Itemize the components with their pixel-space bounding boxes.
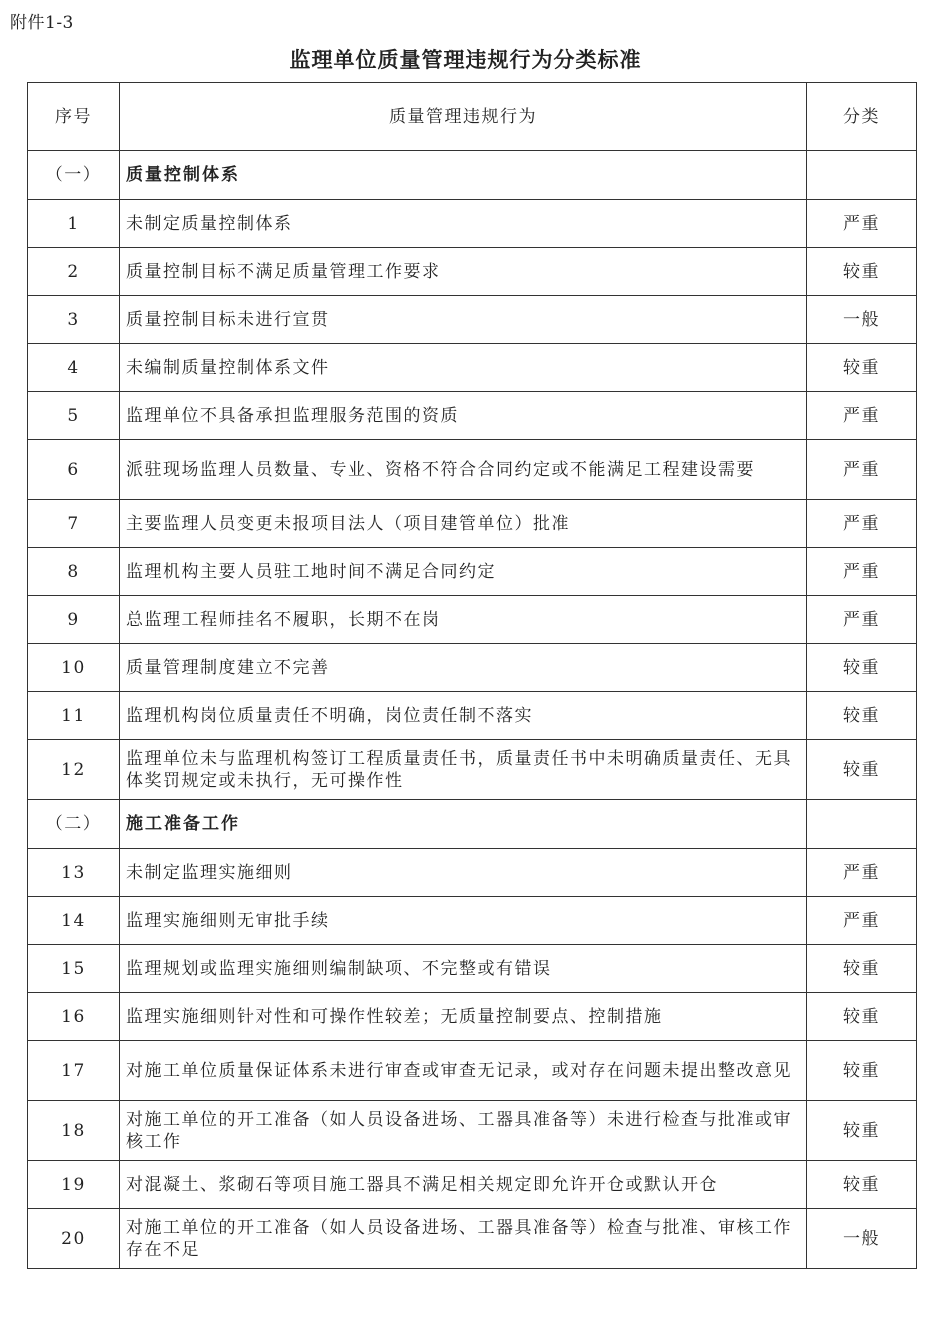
row-category: 严重: [807, 897, 917, 945]
section-label: （二）: [28, 800, 120, 849]
row-category: 严重: [807, 596, 917, 644]
document-title: 监理单位质量管理违规行为分类标准: [289, 48, 642, 72]
header-behavior: 质量管理违规行为: [120, 83, 807, 151]
row-behavior-text: 监理单位未与监理机构签订工程质量责任书，质量责任书中未明确质量责任、无具体奖罚规定或未执行，无可操作性: [120, 740, 807, 800]
row-category: 较重: [807, 993, 917, 1041]
row-category: 严重: [807, 500, 917, 548]
row-behavior-text: 未编制质量控制体系文件: [120, 344, 807, 392]
row-number: 16: [28, 993, 120, 1041]
row-behavior-text: 监理单位不具备承担监理服务范围的资质: [120, 392, 807, 440]
row-number: 3: [28, 296, 120, 344]
row-number: 12: [28, 740, 120, 800]
row-category: 严重: [807, 392, 917, 440]
table-row: [28, 1161, 917, 1209]
row-category: 一般: [807, 1209, 917, 1269]
row-behavior-text: 对混凝土、浆砌石等项目施工器具不满足相关规定即允许开仓或默认开仓: [120, 1161, 807, 1209]
classification-table: [27, 82, 917, 1269]
row-behavior-text: 质量控制目标未进行宣贯: [120, 296, 807, 344]
table-row: [28, 548, 917, 596]
row-category: 较重: [807, 692, 917, 740]
row-behavior-text: 监理实施细则针对性和可操作性较差；无质量控制要点、控制措施: [120, 993, 807, 1041]
row-behavior-text: 总监理工程师挂名不履职，长期不在岗: [120, 596, 807, 644]
row-number: 9: [28, 596, 120, 644]
row-category: 较重: [807, 248, 917, 296]
table-row: [28, 1041, 917, 1101]
table-row: [28, 945, 917, 993]
table-row: [28, 500, 917, 548]
row-category: 较重: [807, 644, 917, 692]
row-behavior-text: 未制定质量控制体系: [120, 200, 807, 248]
table-row: [28, 440, 917, 500]
row-number: 6: [28, 440, 120, 500]
table-row: [28, 1101, 917, 1161]
row-category: 较重: [807, 740, 917, 800]
table-row: [28, 993, 917, 1041]
annex-label: 附件1-3: [10, 13, 74, 33]
table-body: [28, 151, 917, 1269]
table-row: [28, 344, 917, 392]
section-row: [28, 151, 917, 200]
row-category: 一般: [807, 296, 917, 344]
row-behavior-text: 质量管理制度建立不完善: [120, 644, 807, 692]
row-category: 严重: [807, 849, 917, 897]
row-number: 20: [28, 1209, 120, 1269]
row-behavior-text: 未制定监理实施细则: [120, 849, 807, 897]
row-behavior-text: 主要监理人员变更未报项目法人（项目建管单位）批准: [120, 500, 807, 548]
table-row: [28, 248, 917, 296]
section-category-empty: [807, 151, 917, 200]
row-behavior-text: 监理机构主要人员驻工地时间不满足合同约定: [120, 548, 807, 596]
header-category: 分类: [807, 83, 917, 151]
row-behavior-text: 对施工单位质量保证体系未进行审查或审查无记录，或对存在问题未提出整改意见: [120, 1041, 807, 1101]
row-number: 2: [28, 248, 120, 296]
section-label: （一）: [28, 151, 120, 200]
table-row: [28, 200, 917, 248]
row-number: 5: [28, 392, 120, 440]
row-category: 严重: [807, 548, 917, 596]
row-number: 13: [28, 849, 120, 897]
row-number: 15: [28, 945, 120, 993]
row-behavior-text: 派驻现场监理人员数量、专业、资格不符合合同约定或不能满足工程建设需要: [120, 440, 807, 500]
row-category: 严重: [807, 440, 917, 500]
table-row: [28, 1209, 917, 1269]
row-category: 较重: [807, 344, 917, 392]
row-behavior-text: 监理实施细则无审批手续: [120, 897, 807, 945]
row-category: 较重: [807, 1101, 917, 1161]
table-row: [28, 740, 917, 800]
row-behavior-text: 质量控制目标不满足质量管理工作要求: [120, 248, 807, 296]
row-behavior-text: 对施工单位的开工准备（如人员设备进场、工器具准备等）检查与批准、审核工作存在不足: [120, 1209, 807, 1269]
header-no: 序号: [28, 83, 120, 151]
row-number: 17: [28, 1041, 120, 1101]
row-number: 14: [28, 897, 120, 945]
table-row: [28, 897, 917, 945]
table-row: [28, 296, 917, 344]
row-behavior-text: 监理规划或监理实施细则编制缺项、不完整或有错误: [120, 945, 807, 993]
row-number: 10: [28, 644, 120, 692]
table-row: [28, 392, 917, 440]
section-row: [28, 800, 917, 849]
table-row: [28, 644, 917, 692]
row-category: 较重: [807, 1161, 917, 1209]
row-number: 4: [28, 344, 120, 392]
row-category: 较重: [807, 1041, 917, 1101]
row-number: 7: [28, 500, 120, 548]
row-number: 19: [28, 1161, 120, 1209]
section-title: 质量控制体系: [120, 151, 807, 200]
table-row: [28, 692, 917, 740]
table-row: [28, 596, 917, 644]
row-category: 较重: [807, 945, 917, 993]
row-behavior-text: 对施工单位的开工准备（如人员设备进场、工器具准备等）未进行检查与批准或审核工作: [120, 1101, 807, 1161]
row-behavior-text: 监理机构岗位质量责任不明确，岗位责任制不落实: [120, 692, 807, 740]
row-category: 严重: [807, 200, 917, 248]
row-number: 18: [28, 1101, 120, 1161]
row-number: 8: [28, 548, 120, 596]
row-number: 1: [28, 200, 120, 248]
section-category-empty: [807, 800, 917, 849]
table-row: [28, 849, 917, 897]
table-header-row: [28, 83, 917, 151]
row-number: 11: [28, 692, 120, 740]
section-title: 施工准备工作: [120, 800, 807, 849]
